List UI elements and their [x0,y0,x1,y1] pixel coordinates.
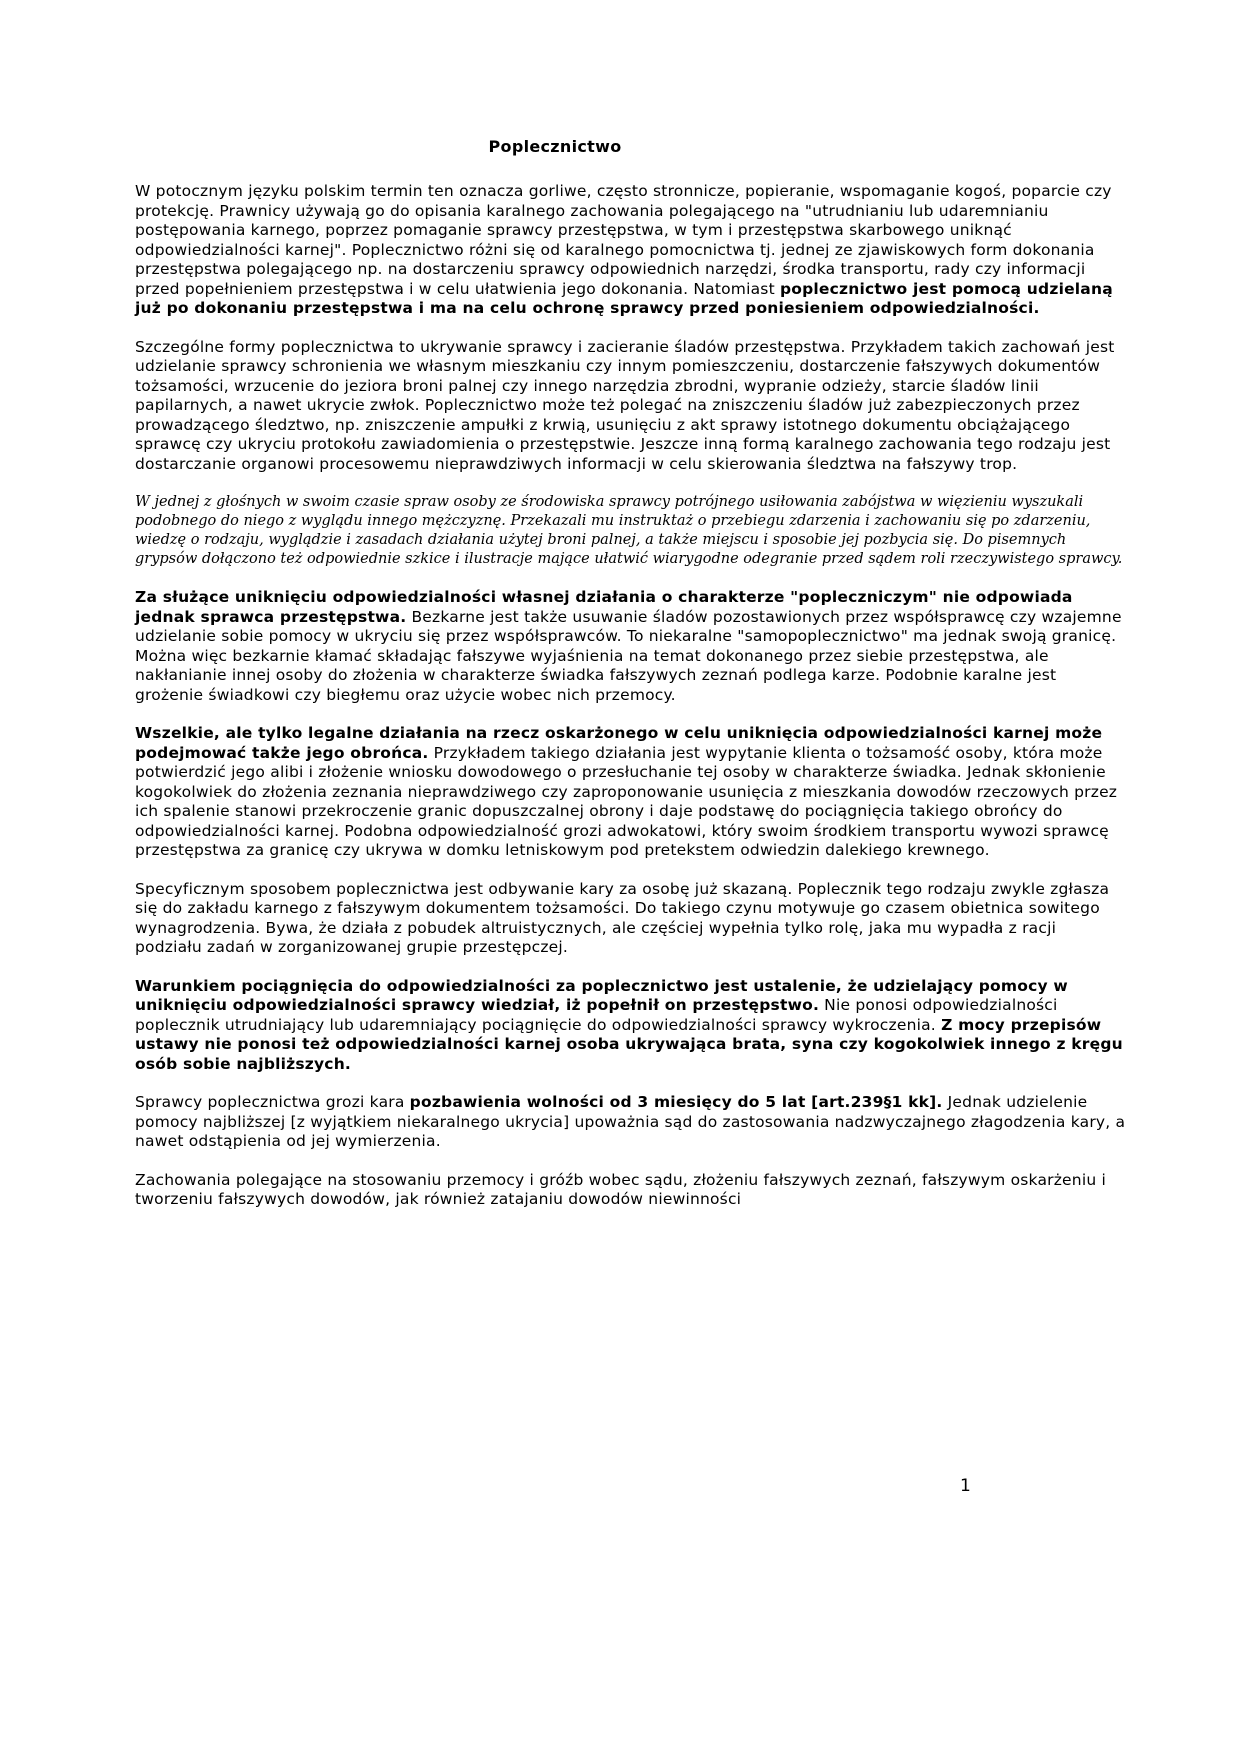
bold-text-run: Za służące uniknięciu odpowiedzialności własnej działania o charakterze "popleczniczym" nie odpowiada jednak sprawca przestępstwa. [135,588,1073,626]
page-number: 1 [960,1476,971,1496]
paragraph [135,1093,1127,1152]
bold-text-run: Warunkiem pociągnięcia do odpowiedzialności za poplecznictwo jest ustalenie, że udzielający pomocy w uniknięciu odpowiedzialności sprawcy wiedział, iż popełnił on przestępstwo. [135,976,1068,1014]
paragraph [135,588,1127,705]
paragraph [135,880,1127,958]
paragraph [135,338,1127,475]
document-title: Poplecznictwo [488,137,622,156]
text-run: Zachowania polegające na stosowaniu przemocy i gróźb wobec sądu, złożeniu fałszywych zeznań, fałszywym oskarżeniu i tworzeniu fałszywych dowodów, jak również zatajaniu dowodów niewinności [135,1170,1106,1208]
text-run: Bezkarne jest także usuwanie śladów pozostawionych przez współsprawcę czy wzajemne udzielanie sobie pomocy w ukryciu się przez współsprawców. To niekaralne "samopoplecznictwo" ma jednak swoją granicę. Można więc bezkarnie kłamać składając fałszywe wyjaśnienia na temat dokonanego przez siebie przestępstwa, ale nakłanianie innej osoby do złożenia w charakterze świadka fałszywych zeznań podlega karze. Podobnie karalne jest grożenie świadkowi czy biegłemu oraz użycie wobec nich przemocy. [135,607,1122,704]
text-run: Jednak udzielenie pomocy najbliższej [z wyjątkiem niekaralnego ukrycia] upoważnia sąd do zastosowania nadzwyczajnego złagodzenia kary, a nawet odstąpienia od jej wymierzenia. [135,1093,1126,1150]
bold-text-run: poplecznictwo jest pomocą udzielaną już po dokonaniu przestępstwa i ma na celu ochronę sprawcy przed poniesieniem odpowiedzialności. [135,279,1113,317]
document-body [135,182,1127,1210]
text-run: Szczególne formy poplecznictwa to ukrywanie sprawcy i zacieranie śladów przestępstwa. Przykładem takich zachowań jest udzielanie sprawcy schronienia we własnym mieszkaniu czy innym pomieszczeniu, dostarczenie fałszywych dokumentów tożsamości, wrzucenie do jeziora broni palnej czy innego narzędzia zbrodni, wypranie odzieży, starcie śladów linii papilarnych, a nawet ukrycie zwłok. Poplecznictwo może też polegać na zniszczeniu śladów już zabezpieczonych przez prowadzącego śledztwo, np. zniszczenie ampułki z krwią, usunięciu z akt sprawy istotnego dokumentu obciążającego sprawcę czy ukryciu protokołu zawiadomienia o przestępstwie. Jeszcze inną formą karalnego zachowania tego rodzaju jest dostarczanie organowi procesowemu nieprawdziwych informacji w celu skierowania śledztwa na fałszywy trop. [135,337,1115,473]
bold-text-run: Wszelkie, ale tylko legalne działania na rzecz oskarżonego w celu uniknięcia odpowiedzialności karnej może podejmować także jego obrońca. [135,724,1103,762]
text-run: Sprawcy poplecznictwa grozi kara [135,1093,410,1111]
bold-text-run: Z mocy przepisów ustawy nie ponosi też odpowiedzialności karnej osoba ukrywająca brata, syna czy kogokolwiek innego z kręgu osób sobie najbliższych. [135,1015,1123,1073]
paragraph [135,977,1127,1075]
text-run: Nie ponosi odpowiedzialności poplecznik utrudniający lub udaremniający pociągnięcie do odpowiedzialności sprawcy wykroczenia. [135,996,1058,1034]
bold-text-run: pozbawienia wolności od 3 miesięcy do 5 lat [art.239§1 kk]. [409,1093,943,1111]
paragraph [135,182,1127,319]
text-run: W jednej z głośnych w swoim czasie spraw osoby ze środowiska sprawcy potrójnego usiłowania zabójstwa w więzieniu wyszukali podobnego do niego z wyglądu innego mężczyznę. Przekazali mu instruktaż o przebiegu zdarzenia i zachowaniu się po zdarzeniu, wiedzę o rodzaju, wyglądzie i zasadach działania użytej broni palnej, a także miejscu i sposobie jej pozbycia się. Do pisemnych grypsów dołączono też odpowiednie szkice i ilustracje mające ułatwić wiarygodne odegranie przed sądem roli rzeczywistego sprawcy. [135,494,1123,567]
document-page [135,137,1127,1229]
paragraph [135,1171,1127,1210]
italic-paragraph [135,493,1127,569]
text-run: W potocznym języku polskim termin ten oznacza gorliwe, często stronnicze, popieranie, wspomaganie kogoś, poparcie czy protekcję. Prawnicy używają go do opisania karalnego zachowania polegającego na "utrudnianiu lub udaremnianiu postępowania karnego, poprzez pomaganie sprawcy przestępstwa, w tym i przestępstwa skarbowego uniknąć odpowiedzialności karnej". Poplecznictwo różni się od karalnego pomocnictwa tj. jednej ze zjawiskowych form dokonania przestępstwa polegającego np. na dostarczeniu sprawcy odpowiednich narzędzi, środka transportu, rady czy informacji przed popełnieniem przestępstwa i w celu ułatwienia jego dokonania. Natomiast [135,182,1112,298]
text-run: Specyficznym sposobem poplecznictwa jest odbywanie kary za osobę już skazaną. Poplecznik tego rodzaju zwykle zgłasza się do zakładu karnego z fałszywym dokumentem tożsamości. Do takiego czynu motywuje go czasem obietnica sowitego wynagrodzenia. Bywa, że działa z pobudek altruistycznych, ale częściej wypełnia tylko rolę, jaka mu wypadła z racji podziału zadań w zorganizowanej grupie przestępczej. [135,879,1110,956]
paragraph [135,724,1127,861]
text-run: Przykładem takiego działania jest wypytanie klienta o tożsamość osoby, która może potwierdzić jego alibi i złożenie wniosku dowodowego o przesłuchanie tej osoby w charakterze świadka. Jednak skłonienie kogokolwiek do złożenia zeznania nieprawdziwego czy zaproponowanie usunięcia z mieszkania dowodów rzeczowych przez ich spalenie stanowi przekroczenie granic dopuszczalnej obrony i daje podstawę do pociągnięcia takiego obrońcy do odpowiedzialności karnej. Podobna odpowiedzialność grozi adwokatowi, który swoim środkiem transportu wywozi sprawcę przestępstwa za granicę czy ukrywa w domku letniskowym pod pretekstem odwiedzin dalekiego krewnego. [135,743,1118,859]
